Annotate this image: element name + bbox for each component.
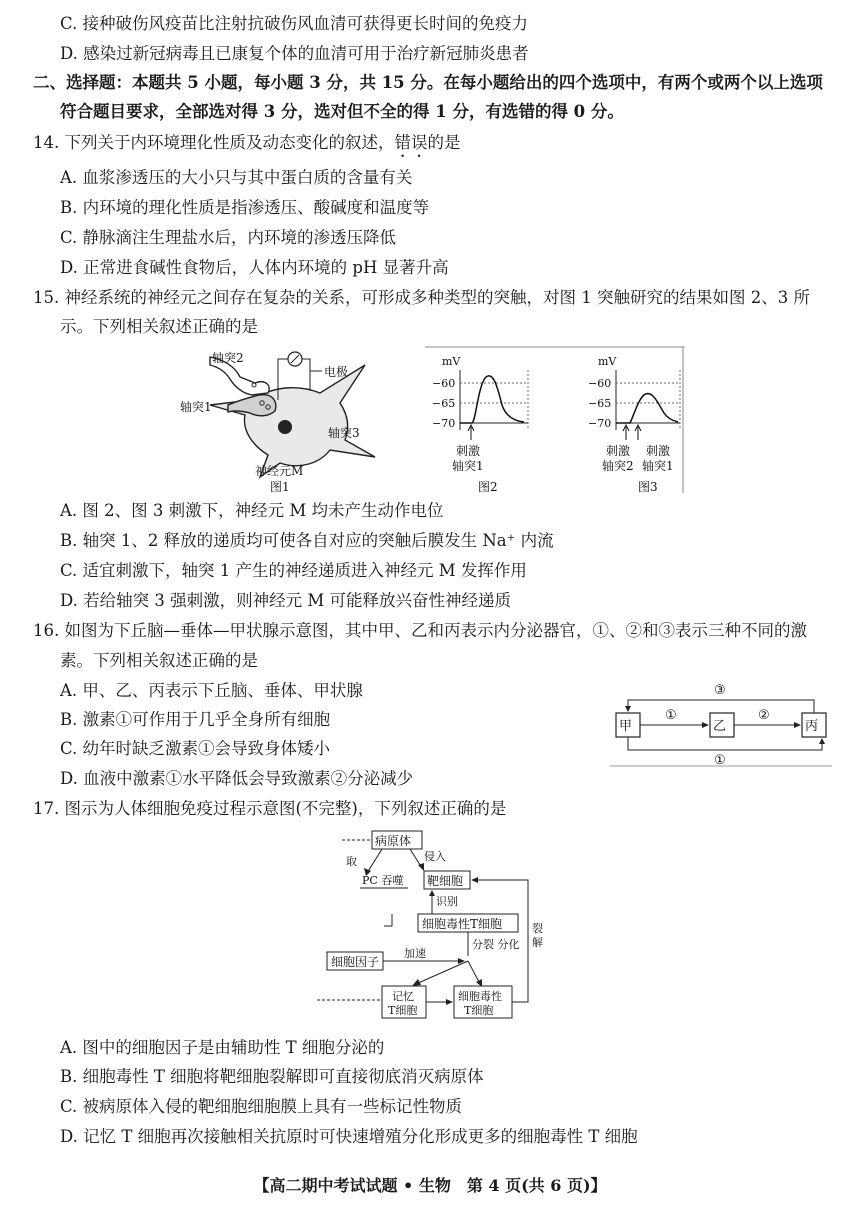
label-neuron-m: 神经元M [255, 464, 304, 478]
ctl-label: 细胞毒性T细胞 [422, 917, 503, 931]
label-axon3: 轴突3 [328, 426, 360, 440]
q16-stem-line1: 16. 如图为下丘脑—垂体—甲状腺示意图，其中甲、乙和丙表示内分泌器官，①、②和③表示三种不同的激 [33, 621, 807, 640]
label-electrode: 电极 [324, 365, 349, 379]
fig3-stim-b: 刺激 [646, 444, 671, 458]
q16-option-d: D. 血液中激素①水平降低会导致激素②分泌减少 [60, 769, 414, 788]
take-label: 取 [346, 855, 357, 868]
q13-option-d: D. 感染过新冠病毒且已康复个体的血清可用于治疗新冠肺炎患者 [60, 44, 529, 63]
q15-stem-line2: 示。下列相关叙述正确的是 [60, 317, 258, 336]
target-cell-label: 靶细胞 [427, 874, 464, 888]
divide-label: 分裂 分化 [472, 938, 520, 951]
fig3-unit: mV [598, 355, 617, 368]
q13-option-c: C. 接种破伤风疫苗比注射抗破伤风血清可获得更长时间的免疫力 [60, 14, 529, 33]
organ-yi: 乙 [713, 719, 727, 734]
pathogen-label: 病原体 [375, 834, 412, 848]
q14-option-d: D. 正常进食碱性食物后，人体内环境的 pH 显著升高 [60, 258, 449, 277]
invade-label: 侵入 [424, 850, 446, 863]
label-fig1: 图1 [270, 480, 290, 494]
fig3-axon2: 轴突2 [602, 459, 634, 473]
fig2-unit: mV [442, 355, 461, 368]
fig3-curve [616, 394, 678, 423]
organ-bing: 丙 [805, 719, 819, 734]
q17-option-a: A. 图中的细胞因子是由辅助性 T 细胞分泌的 [60, 1038, 385, 1057]
q16-option-c: C. 幼年时缺乏激素①会导致身体矮小 [60, 739, 331, 758]
fig3-axon1: 轴突1 [642, 459, 674, 473]
q14-stem [33, 132, 461, 161]
effector-ctl-label-1: 细胞毒性 [458, 990, 502, 1003]
fig3-tick-65: −65 [588, 397, 612, 410]
q17-stem: 17. 图示为人体细胞免疫过程示意图(不完整)，下列叙述正确的是 [33, 799, 507, 818]
section-header-line1: 二、选择题：本题共 5 小题，每小题 3 分，共 15 分。在每小题给出的四个选项中，有两个或两个以上选项 [33, 73, 823, 92]
q16-option-a: A. 甲、乙、丙表示下丘脑、垂体、甲状腺 [60, 681, 363, 700]
q15-stem-line1: 15. 神经系统的神经元之间存在复杂的关系，可形成多种类型的突触，对图 1 突触研究的结果如图 2、3 所 [33, 288, 810, 307]
arrow-label-h1-top: ① [665, 708, 677, 723]
fig3-tick-60: −60 [588, 377, 612, 390]
fig2-stim: 刺激 [456, 444, 481, 458]
q15-option-a: A. 图 2、图 3 刺激下，神经元 M 均未产生动作电位 [60, 501, 444, 520]
q16-option-b: B. 激素①可作用于几乎全身所有细胞 [60, 710, 331, 729]
fig2-axon1: 轴突1 [452, 459, 484, 473]
q14-stem-text: 14. 下列关于内环境理化性质及动态变化的叙述， [33, 133, 395, 152]
q16-figure [610, 678, 832, 770]
cytokine-label: 细胞因子 [331, 955, 380, 969]
neuron-m-nucleus [278, 420, 292, 434]
recognize-label: 识别 [436, 895, 458, 908]
section-header-line2: 符合题目要求，全部选对得 3 分，选对但不全的得 1 分，有选错的得 0 分。 [60, 102, 624, 121]
label-fig2: 图2 [478, 480, 498, 494]
arrow-label-h1-bottom: ① [714, 753, 726, 768]
q17-option-b: B. 细胞毒性 T 细胞将靶细胞裂解即可直接彻底消灭病原体 [60, 1067, 484, 1086]
q14-option-b: B. 内环境的理化性质是指渗透压、酸碱度和温度等 [60, 198, 430, 217]
label-fig3: 图3 [638, 480, 658, 494]
arrow-label-h2: ② [758, 708, 770, 723]
q14-stem-text-end: 的是 [427, 133, 461, 152]
fig3-tick-70: −70 [588, 417, 612, 430]
lysis-label-1: 裂 [532, 922, 543, 935]
q17-figure [312, 828, 552, 1024]
fig2-tick-60: −60 [432, 377, 456, 390]
pc-phagocytose: PC 吞噬 [362, 874, 404, 887]
lysis-label-2: 解 [532, 936, 543, 949]
fig3-stim-a: 刺激 [606, 444, 631, 458]
effector-ctl-label-2: T细胞 [464, 1004, 494, 1017]
q14-option-c: C. 静脉滴注生理盐水后，内环境的渗透压降低 [60, 228, 397, 247]
fig2-tick-65: −65 [432, 397, 456, 410]
q17-option-c: C. 被病原体入侵的靶细胞细胞膜上具有一些标记性物质 [60, 1097, 463, 1116]
q16-stem-line2: 素。下列相关叙述正确的是 [60, 651, 258, 670]
speed-label: 加速 [404, 947, 426, 960]
memory-t-label-1: 记忆 [392, 990, 414, 1003]
organ-jia: 甲 [619, 719, 633, 734]
page-footer: 【高二期中考试试题 • 生物 第 4 页(共 6 页)】 [253, 1176, 607, 1195]
q14-stem-emphasis: 错误 [394, 133, 428, 152]
q15-option-d: D. 若给轴突 3 强刺激，则神经元 M 可能释放兴奋性神经递质 [60, 591, 512, 610]
q17-option-d: D. 记忆 T 细胞再次接触相关抗原时可快速增殖分化形成更多的细胞毒性 T 细胞 [60, 1127, 638, 1146]
arrow-label-h3: ③ [714, 683, 726, 698]
fig2-tick-70: −70 [432, 417, 456, 430]
q15-option-c: C. 适宜刺激下，轴突 1 产生的神经递质进入神经元 M 发挥作用 [60, 561, 527, 580]
q14-option-a: A. 血浆渗透压的大小只与其中蛋白质的含量有关 [60, 168, 413, 187]
memory-t-label-2: T细胞 [388, 1004, 418, 1017]
label-axon2: 轴突2 [212, 351, 244, 365]
q15-option-b: B. 轴突 1、2 释放的递质均可使各自对应的突触后膜发生 Na⁺ 内流 [60, 531, 554, 550]
label-axon1: 轴突1 [180, 400, 212, 414]
q15-figure [180, 345, 685, 495]
